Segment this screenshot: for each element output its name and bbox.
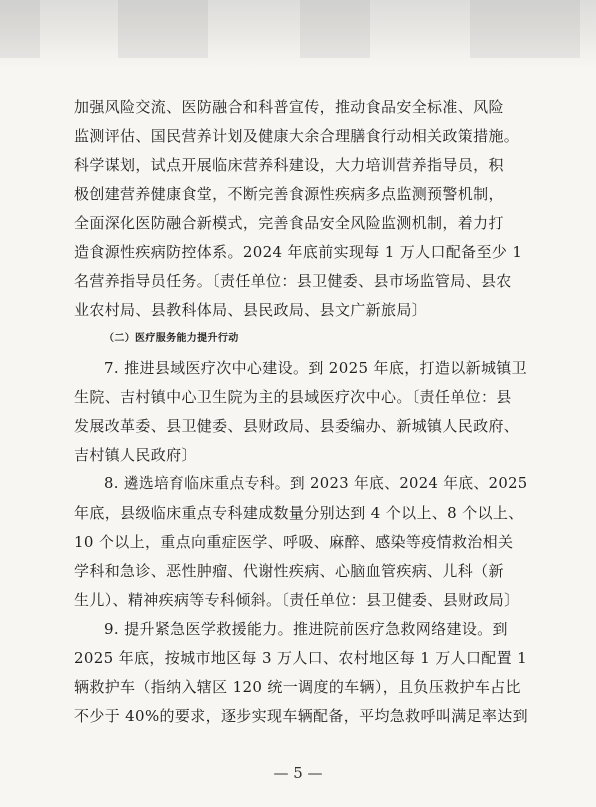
body-text-line: 年底，县级临床重点专科建成数量分别达到 4 个以上、8 个以上、 (74, 504, 524, 522)
body-text-line: 监测评估、国民营养计划及健康大余合理膳食行动相关政策措施。 (74, 127, 520, 145)
section-heading: （二）医疗服务能力提升行动 (104, 333, 239, 344)
body-text-line: 不少于 40%的要求，逐步实现车辆配备，平均急救呼叫满足率达到 (74, 707, 528, 725)
body-text-line: 吉村镇人民政府〕 (74, 446, 197, 464)
body-text-line: 极创建营养健康食堂，不断完善食源性疾病多点监测预警机制， (74, 185, 504, 203)
body-text-line: 学科和急诊、恶性肿瘤、代谢性疾病、心脑血管疾病、儿科（新 (74, 562, 504, 580)
page-number: — 5 — (273, 764, 323, 782)
body-text-line: 发展改革委、县卫健委、县财政局、县委编办、新城镇人民政府、 (74, 417, 520, 435)
body-text-line: 科学谋划，试点开展临床营养科建设，大力培训营养指导员，积 (74, 156, 504, 174)
paragraph-first-line: 9. 提升紧急医学救援能力。推进院前医疗急救网络建设。到 (104, 620, 508, 638)
body-text-line: 加强风险交流、医防融合和科普宣传，推动食品安全标准、风险 (74, 98, 504, 116)
body-text-line: 业农村局、县教科体局、县民政局、县文广新旅局〕 (74, 301, 428, 319)
body-text-line: 2025 年底，按城市地区每 3 万人口、农村地区每 1 万人口配置 1 (74, 649, 528, 667)
body-text-line: 辆救护车（指纳入辖区 120 统一调度的车辆），且负压救护车占比 (74, 678, 521, 696)
paragraph-first-line: 8. 遴选培育临床重点专科。到 2023 年底、2024 年底、2025 (104, 475, 528, 492)
paragraph-first-line: 7. 推进县域医疗次中心建设。到 2025 年底，打造以新城镇卫 (104, 359, 527, 377)
body-text-line: 名营养指导员任务。〔责任单位：县卫健委、县市场监管局、县农 (74, 272, 512, 290)
body-text-line: 全面深化医防融合新模式，完善食品安全风险监测机制，着力打 (74, 214, 504, 232)
body-text-line: 造食源性疾病防控体系。2024 年底前实现每 1 万人口配备至少 1 (74, 243, 523, 261)
body-text-line: 生院、吉村镇中心卫生院为主的县域医疗次中心。〔责任单位：县 (74, 388, 512, 406)
body-text-line: 10 个以上，重点向重症医学、呼吸、麻醉、感染等疫情救治相关 (74, 533, 514, 551)
body-text-line: 生儿）、精神疾病等专科倾斜。〔责任单位：县卫健委、县财政局〕 (74, 591, 520, 609)
